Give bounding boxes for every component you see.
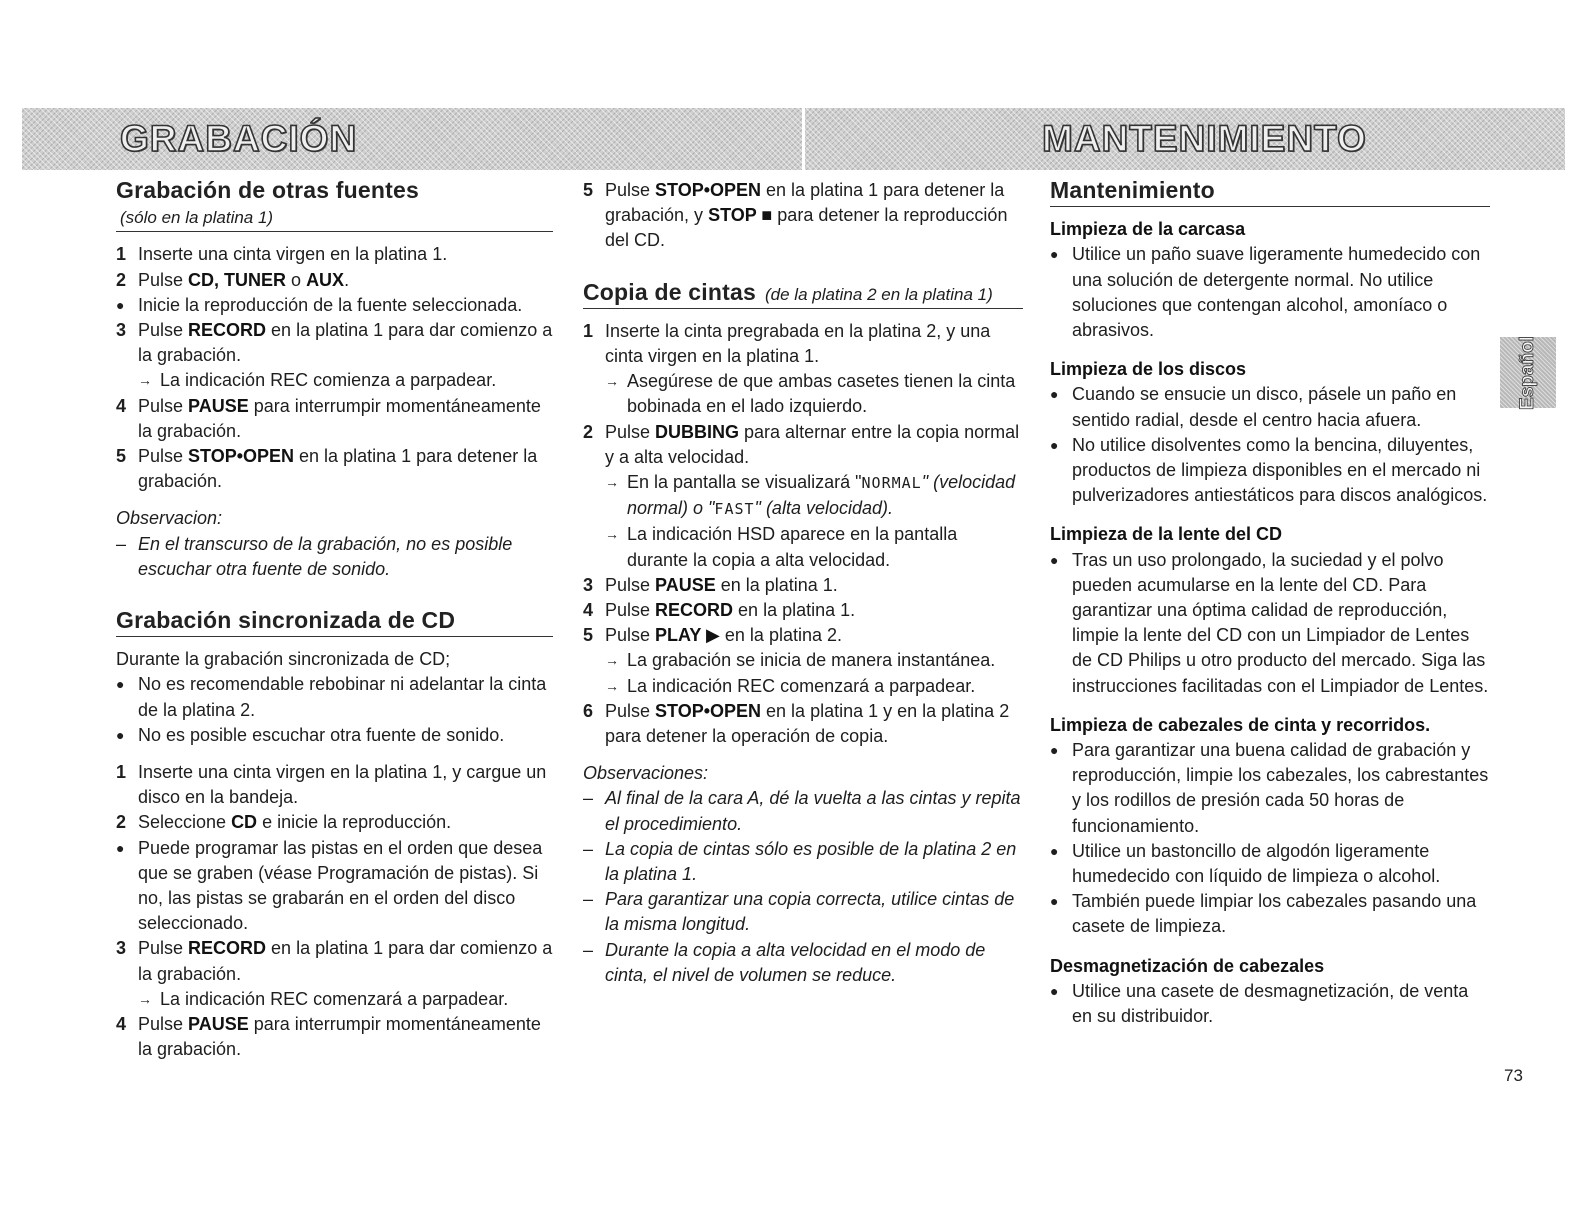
arrow-item: → La indicación HSD aparece en la pantalla durante la copia a alta velocidad. xyxy=(605,524,958,570)
step-item: 4 Pulse PAUSE para interrumpir momentáneamente la grabación. xyxy=(116,1014,541,1060)
step-item: 1 Inserte la cinta pregrabada en la platina 2, y una cinta virgen en la platina 1. xyxy=(583,320,991,367)
bullet-item: ● No es recomendable rebobinar ni adelantar la cinta de la platina 2. xyxy=(116,674,547,720)
observation-label: Observaciones: xyxy=(583,763,709,784)
language-tab xyxy=(1500,337,1556,408)
bullet-item: ● Puede programar las pistas en el orden que desea que se graben (véase Programación de pistas). Si no, las pistas se grabarán en el orden del disco seleccionado. xyxy=(116,837,543,934)
column-right xyxy=(1050,172,1490,1029)
bullet-item: ● Utilice una casete de desmagnetización, de venta en su distribuidor. xyxy=(1050,980,1469,1027)
step-item: 4 Pulse RECORD en la platina 1. xyxy=(583,600,856,621)
bullet-item: ● Utilice un paño suave ligeramente humedecido con una solución de detergente normal. No utilice soluciones que contengan alcohol, amoníaco o abrasivos. xyxy=(1050,244,1481,341)
arrow-icon: → xyxy=(605,526,619,543)
step-item: 5 Pulse STOP•OPEN en la platina 1 para detener la grabación, y STOP ■ para detener la reproducción del CD. xyxy=(583,180,1008,251)
subheading-desmagnetizacion: Desmagnetización de cabezales xyxy=(1050,955,1325,976)
observation-label: Observacion: xyxy=(116,508,223,529)
step-item: 2 Seleccione CD e inicie la reproducción. xyxy=(116,812,452,833)
bullet-item: ● Inicie la reproducción de la fuente seleccionada. xyxy=(116,294,523,315)
intro-text: Durante la grabación sincronizada de CD; xyxy=(116,649,451,670)
arrow-icon: → xyxy=(138,372,152,389)
arrow-icon: → xyxy=(605,373,619,390)
arrow-item: → Asegúrese de que ambas casetes tienen la cinta bobinada en el lado izquierdo. xyxy=(605,371,1016,417)
step-item: 4 Pulse PAUSE para interrumpir momentáneamente la grabación. xyxy=(116,395,541,441)
arrow-item: → En la pantalla se visualizará "NORMAL" (velocidad normal) o "FAST" (alta velocidad). xyxy=(605,472,1016,519)
section-title-copia: Copia de cintas (de la platina 2 en la platina 1) xyxy=(583,280,1023,309)
arrow-icon: → xyxy=(605,474,619,491)
subheading-carcasa: Limpieza de la carcasa xyxy=(1050,219,1246,240)
arrow-item: → La indicación REC comienza a parpadear. xyxy=(116,368,553,393)
section-title-otras-fuentes: Grabación de otras fuentes (sólo en la platina 1) xyxy=(116,178,553,232)
bullet-item: ● No utilice disolventes como la bencina, diluyentes, productos de limpieza disponibles en el mercado ni pulverizadores antiestáticos para discos analógicos. xyxy=(1050,434,1488,506)
step-item: 1 Inserte una cinta virgen en la platina 1. xyxy=(116,244,448,265)
bullet-item: ● Para garantizar una buena calidad de grabación y reproducción, limpie los cabezales, los cabrestantes y los rodillos de presión cada 50 horas de funcionamiento. xyxy=(1050,740,1489,836)
arrow-item: → La indicación REC comenzará a parpadear. xyxy=(583,674,1023,699)
arrow-icon: → xyxy=(138,990,152,1007)
grabacion-banner xyxy=(22,108,802,170)
subheading-lente: Limpieza de la lente del CD xyxy=(1050,524,1283,545)
section-title-sincronizada: Grabación sincronizada de CD xyxy=(116,608,553,637)
mantenimiento-heading: MANTENIMIENTO xyxy=(1042,118,1367,159)
step-item: 3 Pulse RECORD en la platina 1 para dar comienzo a la grabación. xyxy=(116,320,553,366)
grabacion-heading: GRABACIÓN xyxy=(120,118,358,159)
observation-item: – Para garantizar una copia correcta, utilice cintas de la misma longitud. xyxy=(583,889,1015,935)
step-item: 1 Inserte una cinta virgen en la platina 1, y cargue un disco en la bandeja. xyxy=(116,762,547,808)
column-left xyxy=(116,172,553,1063)
subheading-discos: Limpieza de los discos xyxy=(1050,359,1247,380)
observation-item: – Al final de la cara A, dé la vuelta a las cintas y repita el procedimiento. xyxy=(583,788,1021,834)
step-item: 3 Pulse PAUSE en la platina 1. xyxy=(583,574,838,595)
step-item: 6 Pulse STOP•OPEN en la platina 1 y en la platina 2 para detener la operación de copia. xyxy=(583,700,1010,747)
step-item: 3 Pulse RECORD en la platina 1 para dar comienzo a la grabación. xyxy=(116,938,553,984)
step-item: 5 Pulse STOP•OPEN en la platina 1 para detener la grabación. xyxy=(116,446,538,492)
bullet-item: ● No es posible escuchar otra fuente de sonido. xyxy=(116,724,505,745)
step-item: 2 Pulse CD, TUNER o AUX. xyxy=(116,269,350,290)
page-number: 73 xyxy=(1504,1066,1523,1085)
observation-item: – Durante la copia a alta velocidad en el modo de cinta, el nivel de volumen se reduce. xyxy=(583,939,986,985)
arrow-item: → La indicación REC comenzará a parpadear. xyxy=(116,987,553,1012)
bullet-item: ● Tras un uso prolongado, la suciedad y el polvo pueden acumularse en la lente del CD. Para garantizar una óptima calidad de reproducción, limpie la lente del CD con un Limpiador de Lentes de CD Philips u otro producto del mercado. Siga las instrucciones facilitadas con el Limpiador de Lentes. xyxy=(1050,549,1489,696)
arrow-icon: → xyxy=(605,677,619,694)
bullet-item: ● También puede limpiar los cabezales pasando una casete de limpieza. xyxy=(1050,891,1477,937)
arrow-item: → La grabación se inicia de manera instantánea. xyxy=(583,648,1023,673)
observation-item: – En el transcurso de la grabación, no es posible escuchar otra fuente de sonido. xyxy=(116,533,513,579)
bullet-item: ● Cuando se ensucie un disco, pásele un paño en sentido radial, desde el centro hacia afuera. xyxy=(1050,384,1457,430)
step-item: 2 Pulse DUBBING para alternar entre la copia normal y a alta velocidad. xyxy=(583,421,1020,467)
arrow-icon: → xyxy=(605,652,619,669)
bullet-item: ● Utilice un bastoncillo de algodón ligeramente humedecido con líquido de limpieza o alcohol. xyxy=(1050,840,1441,887)
subheading-cabezales: Limpieza de cabezales de cinta y recorridos. xyxy=(1050,714,1431,735)
observation-item: – La copia de cintas sólo es posible de la platina 2 en la platina 1. xyxy=(583,838,1017,885)
language-label: Español xyxy=(1517,335,1538,410)
column-middle xyxy=(583,172,1023,988)
section-title-mantenimiento: Mantenimiento xyxy=(1050,178,1490,207)
mantenimiento-banner xyxy=(805,108,1565,170)
step-item: 5 Pulse PLAY ▶ en la platina 2. xyxy=(583,625,842,646)
